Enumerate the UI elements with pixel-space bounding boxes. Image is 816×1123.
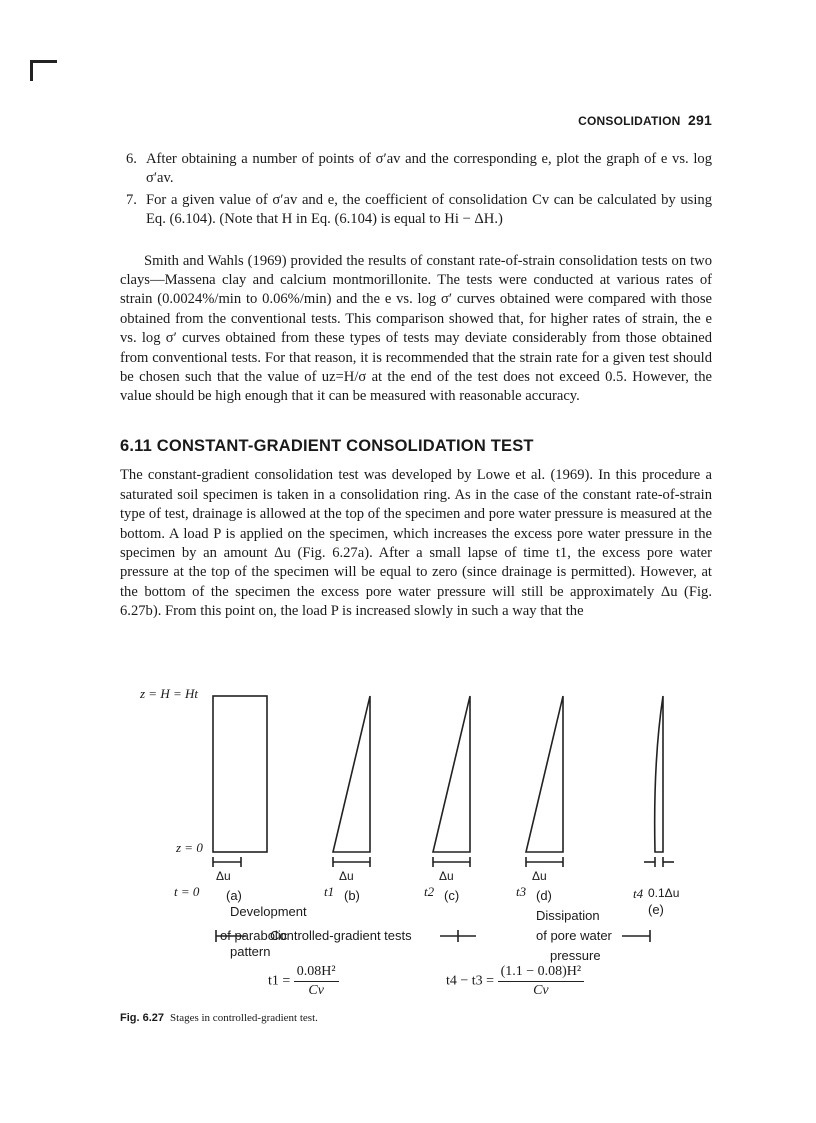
width-arrow-d (526, 857, 563, 867)
equation-t4-t3-lhs: t4 − t3 = (446, 973, 495, 989)
running-head (578, 112, 712, 128)
panel-letter-c: (c) (444, 888, 460, 903)
equation-t1-denominator: Cv (308, 983, 324, 998)
list-item (120, 191, 712, 230)
equation-t4-t3 (446, 964, 584, 999)
time-label-b: t1 (324, 884, 335, 899)
panel-d-shape (526, 696, 563, 852)
width-label-b: Δu (339, 869, 354, 883)
time-label-d: t3 (516, 884, 527, 899)
time-label-e: t4 (633, 886, 644, 901)
paragraph-constant-gradient: The constant-gradient consolidation test was developed by Lowe et al. (1969). In this procedure a saturated soil specimen is taken in a consolidation ring. As in the case of the constant rate-of-strain type of test, drainage is allowed at the top of the specimen and pore water pressure is measured at the bottom. A load P is applied on the specimen, which increases the excess pore water pressure in the specimen by an amount Δu (Fig. 6.27a). After a small lapse of time t1, the excess pore water pressure at the top of the specimen will be equal to zero (since drainage is permitted). However, at the bottom of the specimen the excess pore water pressure will still be approximately Δu (Fig. 6.27b). From this point on, the load P is increased slowly in such a way that the (120, 467, 712, 620)
width-arrow-e (644, 857, 674, 867)
panel-letter-a: (a) (226, 888, 242, 903)
panel-letter-e: (e) (648, 902, 664, 917)
step-text: After obtaining a number of points of σ′av and the corresponding e, plot the graph of e vs. log σ′av. (146, 151, 712, 187)
time-label-a: t = 0 (174, 884, 200, 899)
width-arrow-a (213, 857, 241, 867)
width-arrow-c (433, 857, 470, 867)
procedure-steps (120, 150, 712, 230)
figure-caption-text: Stages in controlled-gradient test. (170, 1012, 318, 1024)
width-label-a: Δu (216, 869, 231, 883)
figure-6-27 (118, 672, 718, 1012)
panel-a-shape (213, 696, 267, 852)
stage-dissipation-line3: pressure (550, 948, 601, 963)
equation-t1 (268, 964, 339, 999)
width-label-c: Δu (439, 869, 454, 883)
equation-t4-t3-denominator: Cv (533, 983, 549, 998)
label-z-bottom: z = 0 (176, 840, 203, 855)
panel-e-shape (655, 696, 663, 852)
stage-controlled: Controlled-gradient tests (270, 928, 412, 943)
equation-t4-t3-numerator: (1.1 − 0.08)H² (498, 964, 585, 982)
figure-drawing (118, 672, 718, 1012)
stage-dissipation-line2: of pore water (536, 928, 612, 943)
label-z-top: z = H = Ht (140, 686, 198, 701)
panel-b-shape (333, 696, 370, 852)
equation-t1-numerator: 0.08H² (294, 964, 339, 982)
paragraph-smith-wahls: Smith and Wahls (1969) provided the results of constant rate-of-strain consolidation tests on two clays—Massena clay and calcium montmorillonite. The tests were conducted at various rates of strain (0.0024%/min to 0.06%/min) and the e vs. log σ′ curves obtained were compared with those obtained from the conventional tests. This comparison showed that, for higher rates of strain, the e vs. log σ′ curves obtained from these types of tests may deviate considerably from those obtained from conventional tests. For that reason, it is recommended that the strain rate for a given test should be chosen such that the value of uz=H/σ at the end of the test does not exceed 0.5. However, the value should be high enough that it can be measured with reasonable accuracy. (120, 252, 712, 405)
stage-development-line3: pattern (230, 944, 271, 959)
stage-dissipation-line1: Dissipation (536, 908, 600, 923)
equation-t1-lhs: t1 = (268, 973, 291, 989)
width-label-d: Δu (532, 869, 547, 883)
step-number: 7. (126, 191, 137, 208)
figure-caption-label: Fig. 6.27 (120, 1012, 165, 1024)
list-item (120, 150, 712, 189)
stage-development-line1: Development (230, 904, 307, 919)
figure-caption (120, 1012, 318, 1024)
page-number: 291 (688, 112, 712, 128)
time-label-c: t2 (424, 884, 435, 899)
panel-c-shape (433, 696, 470, 852)
page-body (120, 150, 712, 622)
section-heading: 6.11 CONSTANT-GRADIENT CONSOLIDATION TEST (120, 436, 534, 455)
step-number: 6. (126, 151, 137, 167)
width-label-e: 0.1Δu (648, 886, 680, 900)
panel-letter-d: (d) (536, 888, 552, 903)
panel-letter-b: (b) (344, 888, 360, 903)
running-head-title: CONSOLIDATION (578, 114, 681, 128)
crop-corner-mark (30, 60, 57, 81)
step-text: For a given value of σ′av and e, the coefficient of consolidation Cv can be calculated by using Eq. (6.104). (Note that H in Eq. (6.104) is equal to Hi − ΔH.) (146, 191, 712, 228)
width-arrow-b (333, 857, 370, 867)
stage-development-line2: of parabolic (220, 928, 288, 943)
